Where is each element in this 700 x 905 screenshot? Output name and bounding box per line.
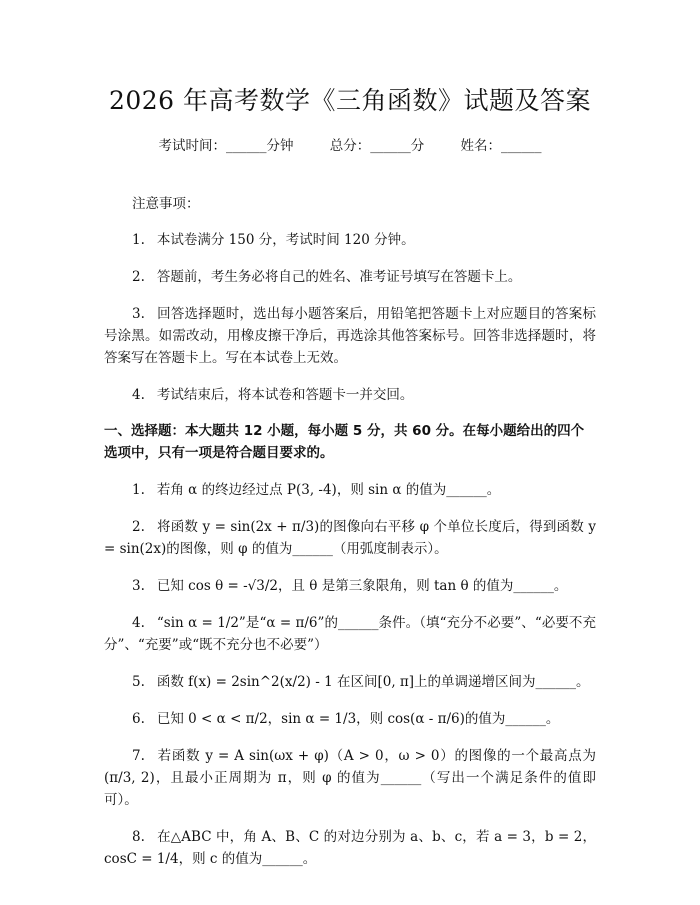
notice-item-text: 答题前，考生务必将自己的姓名、准考证号填写在答题卡上。 (156, 269, 522, 285)
question-text: “sin α = 1/2”是“α = π/6”的______条件。（填“充分不必要”、“必要不充分”、“充要”或“既不充分也不必要”） (104, 615, 596, 653)
question-number: 5. (132, 674, 145, 690)
question-text: 已知 0 < α < π/2，sin α = 1/3，则 cos(α - π/6)的值为______。 (156, 711, 560, 727)
section-heading: 一、选择题：本大题共 12 小题，每小题 5 分，共 60 分。在每小题给出的四个选项中，只有一项是符合题目要求的。 (104, 423, 585, 461)
notice-item (104, 266, 596, 288)
notice-item-number: 4. (132, 387, 145, 403)
question-item (104, 479, 596, 501)
exam-time-field: 考试时间：______分钟 (158, 138, 294, 154)
question-number: 8. (132, 829, 145, 845)
question-item (104, 575, 596, 597)
question-number: 4. (132, 615, 145, 631)
notice-item-number: 3. (132, 306, 145, 322)
question-number: 3. (132, 578, 145, 594)
document-title: 2026 年高考数学《三角函数》试题及答案 (108, 86, 592, 115)
question-number: 7. (132, 748, 145, 764)
question-text: 若函数 y = A sin(ωx + φ)（A > 0，ω > 0）的图像的一个最高点为(π/3, 2)，且最小正周期为 π，则 φ 的值为______（写出一个满足条件的值即可）。 (104, 748, 596, 808)
notice-item-text: 考试结束后，将本试卷和答题卡一并交回。 (156, 387, 414, 403)
notice-heading: 注意事项： (132, 196, 200, 212)
question-item (104, 826, 596, 870)
question-number: 6. (132, 711, 145, 727)
exam-info-line (104, 136, 596, 156)
notice-item-text: 本试卷满分 150 分，考试时间 120 分钟。 (156, 232, 415, 248)
notice-item (104, 384, 596, 406)
question-number: 2. (132, 519, 145, 535)
question-item (104, 516, 596, 560)
notice-item-number: 1. (132, 232, 145, 248)
notice-item-number: 2. (132, 269, 145, 285)
notice-item (104, 229, 596, 251)
total-score-field: 总分：______分 (329, 138, 425, 154)
question-item (104, 745, 596, 811)
question-item (104, 612, 596, 656)
question-text: 将函数 y = sin(2x + π/3)的图像向右平移 φ 个单位长度后，得到函数 y = sin(2x)的图像，则 φ 的值为______（用弧度制表示）。 (104, 519, 596, 557)
question-item (104, 708, 596, 730)
question-text: 已知 cos θ = -√3/2，且 θ 是第三象限角，则 tan θ 的值为______。 (156, 578, 568, 594)
student-name-field: 姓名：______ (460, 138, 542, 154)
question-text: 若角 α 的终边经过点 P(3, -4)，则 sin α 的值为______。 (156, 482, 501, 498)
question-number: 1. (132, 482, 145, 498)
question-text: 函数 f(x) = 2sin^2(x/2) - 1 在区间[0, π]上的单调递增区间为______。 (156, 674, 590, 690)
question-item (104, 671, 596, 693)
notice-item-text: 回答选择题时，选出每小题答案后，用铅笔把答题卡上对应题目的答案标号涂黑。如需改动，用橡皮擦干净后，再选涂其他答案标号。回答非选择题时，将答案写在答题卡上。写在本试卷上无效。 (104, 306, 596, 366)
notice-item (104, 303, 596, 369)
question-text: 在△ABC 中，角 A、B、C 的对边分别为 a、b、c，若 a = 3，b = 2，cosC = 1/4，则 c 的值为______。 (104, 829, 596, 867)
